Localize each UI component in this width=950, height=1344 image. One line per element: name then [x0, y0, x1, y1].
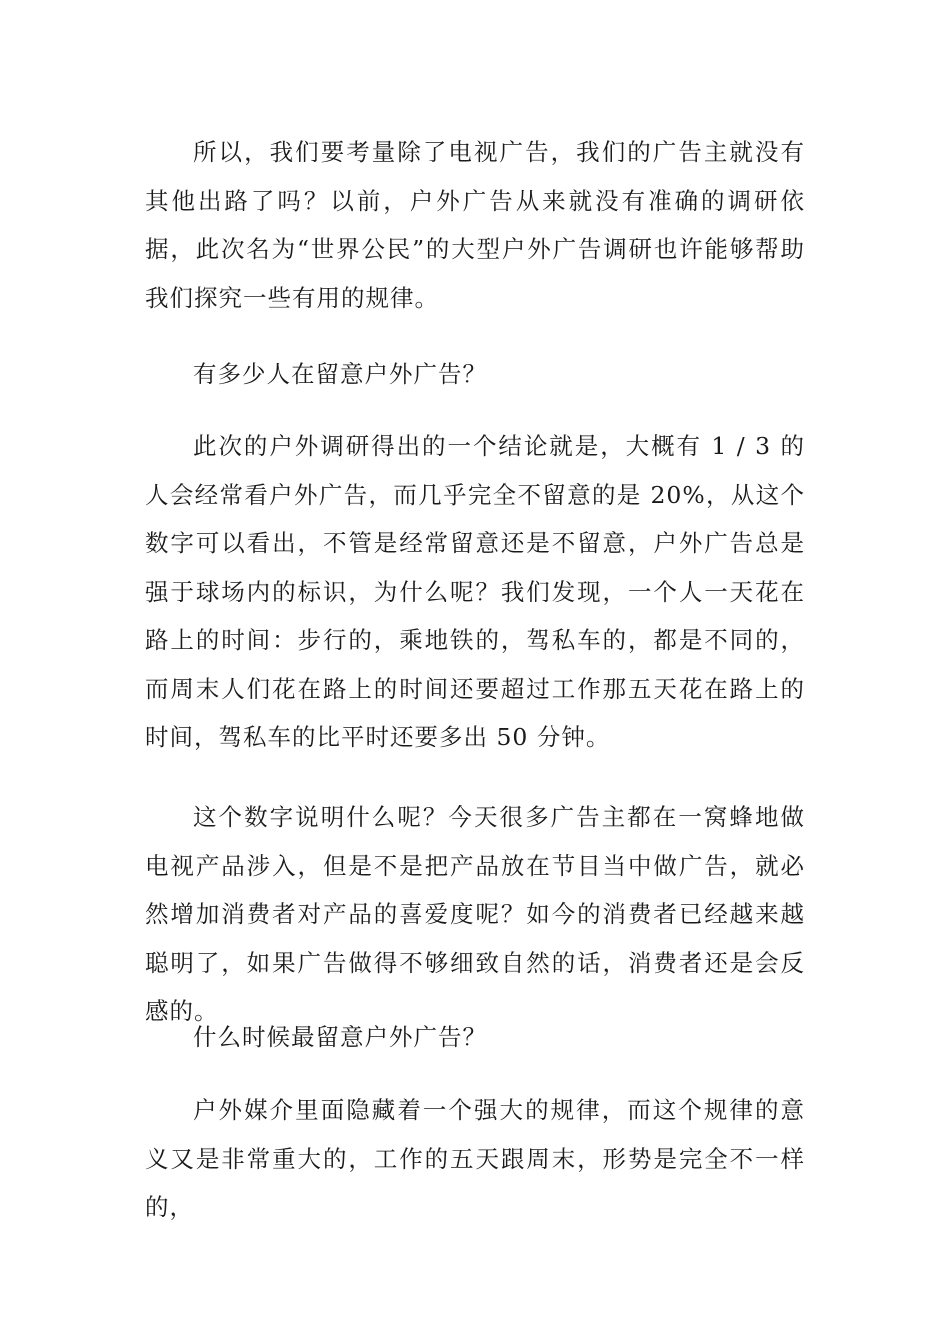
paragraph-block — [145, 422, 805, 762]
section-heading-block — [145, 350, 805, 399]
paragraph-2: 此次的户外调研得出的一个结论就是，大概有 1 / 3 的人会经常看户外广告，而几乎完全不留意的是 20%，从这个数字可以看出，不管是经常留意还是不留意，户外广告总是强于球场内的标识，为什么呢？我们发现，一个人一天花在路上的时间：步行的，乘地铁的，驾私车的，都是不同的，而周末人们花在路上的时间还要超过工作那五天花在路上的时间，驾私车的比平时还要多出 50 分钟。 — [145, 432, 805, 751]
section-heading-1: 有多少人在留意户外广告？ — [193, 360, 487, 388]
paragraph-3: 这个数字说明什么呢？今天很多广告主都在一窝蜂地做电视产品涉入，但是不是把产品放在节目当中做广告，就必然增加消费者对产品的喜爱度呢？如今的消费者已经越来越聪明了，如果广告做得不够细致自然的话，消费者还是会反感的。 — [145, 803, 805, 1025]
paragraph-block — [145, 1086, 805, 1232]
paragraph-4: 户外媒介里面隐藏着一个强大的规律，而这个规律的意义又是非常重大的，工作的五天跟周末，形势是完全不一样的， — [145, 1096, 805, 1221]
paragraph-1: 所以，我们要考量除了电视广告，我们的广告主就没有其他出路了吗？以前，户外广告从来就没有准确的调研依据，此次名为“世界公民”的大型户外广告调研也许能够帮助我们探究一些有用的规律。 — [145, 138, 805, 312]
paragraph-block — [145, 793, 805, 1036]
section-heading-2: 什么时候最留意户外广告？ — [193, 1023, 487, 1051]
paragraph-block — [145, 128, 805, 322]
section-heading-block — [145, 1013, 805, 1062]
